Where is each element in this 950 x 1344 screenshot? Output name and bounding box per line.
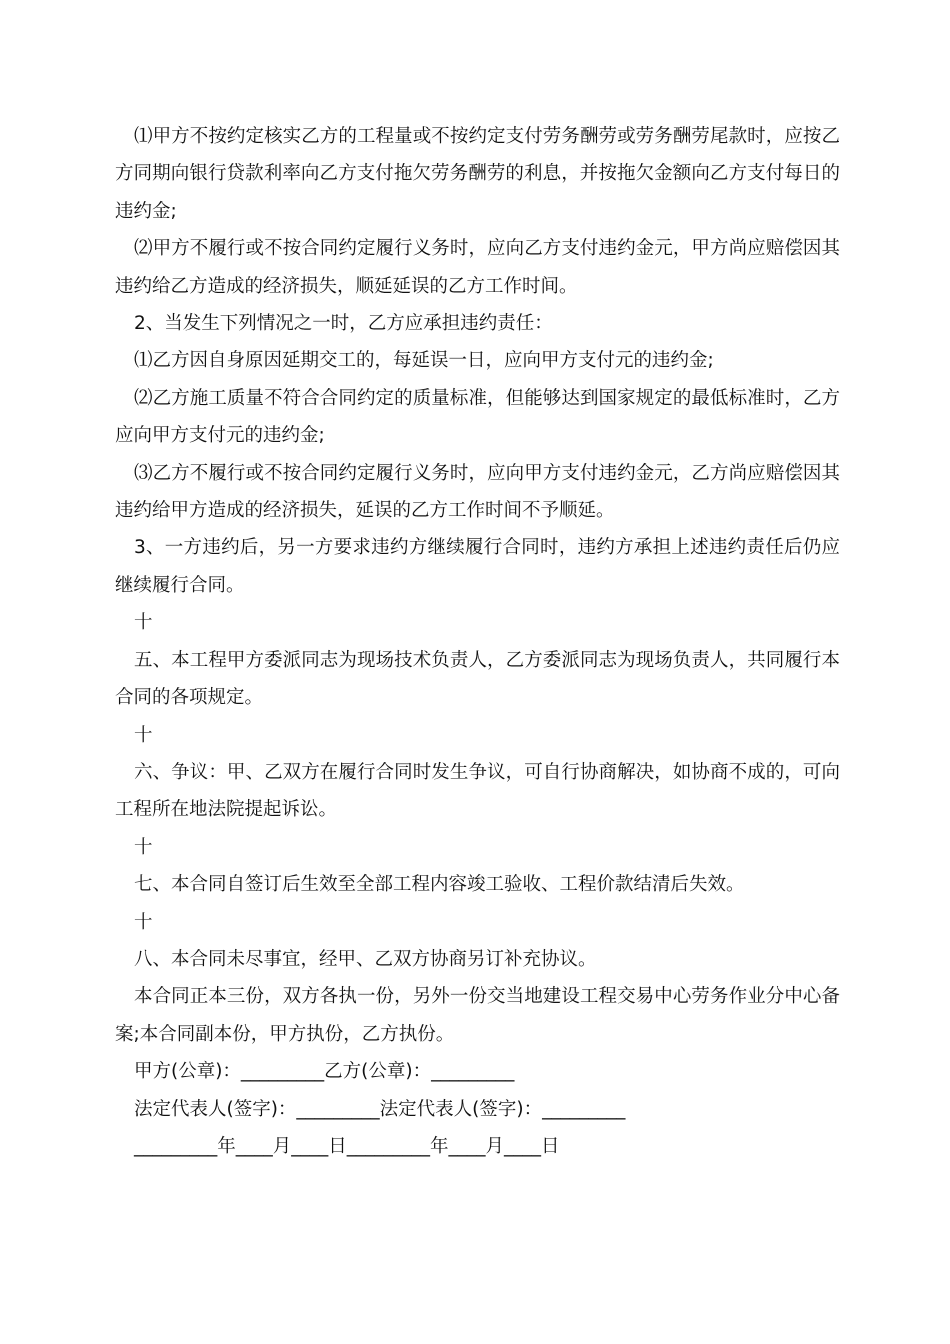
clause-paragraph: ⑵甲方不履行或不按合同约定履行义务时，应向乙方支付违约金元，甲方尚应赔偿因其违约给乙方造成的经济损失，顺延延误的乙方工作时间。 — [115, 238, 840, 297]
clause-paragraph: ⑴甲方不按约定核实乙方的工程量或不按约定支付劳务酬劳或劳务酬劳尾款时，应按乙方同期向银行贷款利率向乙方支付拖欠劳务酬劳的利息，并按拖欠金额向乙方支付每日的违约金; — [115, 126, 840, 222]
seal-signature-line: 甲方(公章)：_________乙方(公章)：_________ — [134, 1061, 515, 1083]
section-number: 十 — [134, 836, 153, 858]
clause-paragraph: 3、一方违约后，另一方要求违约方继续履行合同时，违约方承担上述违约责任后仍应继续履行合同。 — [115, 537, 840, 596]
date-line: _________年____月____日_________年____月____日 — [134, 1135, 560, 1157]
clause-paragraph: ⑶乙方不履行或不按合同约定履行义务时，应向甲方支付违约金元，乙方尚应赔偿因其违约给甲方造成的经济损失，延误的乙方工作时间不予顺延。 — [115, 462, 840, 522]
section-number: 十 — [134, 911, 153, 933]
clause-paragraph: 本合同正本三份，双方各执一份，另外一份交当地建设工程交易中心劳务作业分中心备案;本合同副本份，甲方执份，乙方执份。 — [115, 986, 840, 1045]
clause-paragraph: ⑴乙方因自身原因延期交工的，每延误一日，应向甲方支付元的违约金; — [134, 350, 714, 372]
document-body — [115, 118, 840, 1165]
clause-paragraph: ⑵乙方施工质量不符合合同约定的质量标准，但能够达到国家规定的最低标准时，乙方应向甲方支付元的违约金; — [115, 387, 840, 447]
representative-signature-line: 法定代表人(签字)：_________法定代表人(签字)：_________ — [134, 1098, 626, 1120]
clause-paragraph: 五、本工程甲方委派同志为现场技术负责人，乙方委派同志为现场负责人，共同履行本合同的各项规定。 — [115, 649, 840, 709]
clause-paragraph: 六、争议：甲、乙双方在履行合同时发生争议，可自行协商解决，如协商不成的，可向工程所在地法院提起诉讼。 — [115, 761, 840, 821]
clause-paragraph: 七、本合同自签订后生效至全部工程内容竣工验收、工程价款结清后失效。 — [134, 874, 745, 896]
clause-paragraph: 2、当发生下列情况之一时，乙方应承担违约责任： — [134, 313, 553, 335]
clause-paragraph: 八、本合同未尽事宜，经甲、乙双方协商另订补充协议。 — [134, 948, 597, 970]
section-number: 十 — [134, 724, 153, 746]
section-number: 十 — [134, 612, 153, 634]
